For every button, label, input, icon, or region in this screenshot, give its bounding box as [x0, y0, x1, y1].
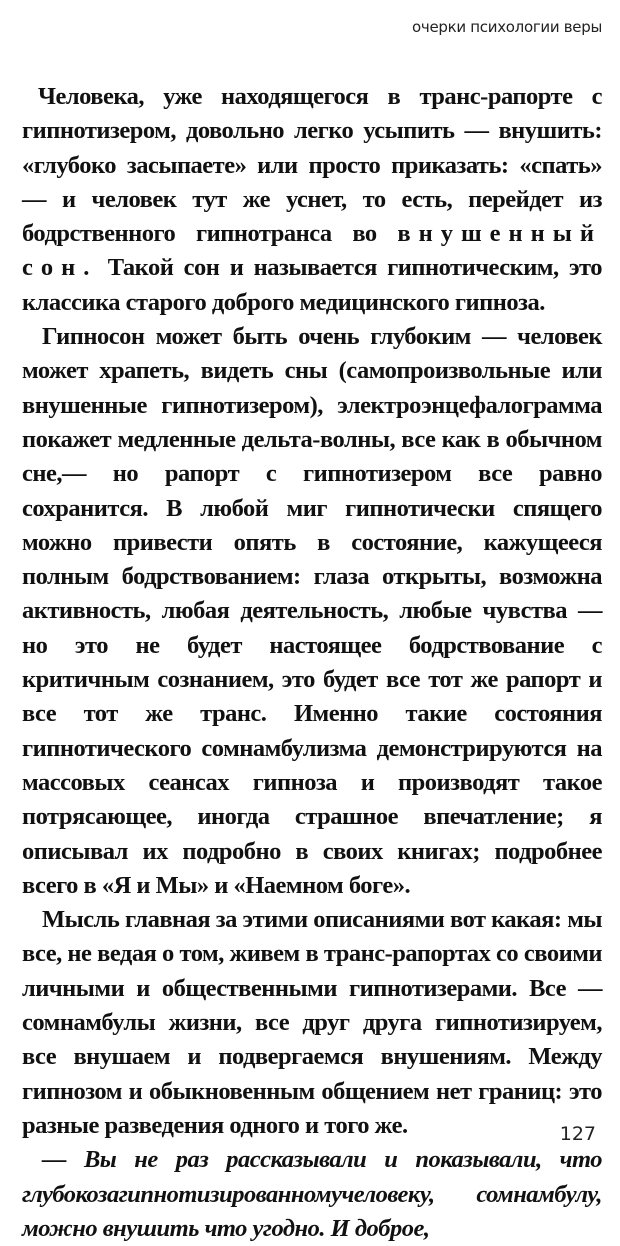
- paragraph-3: Мысль главная за этими описаниями вот какая: мы все, не ведая о том, живем в транс-рапортах со своими личными и общественными гипнотизерами. Все — сомнамбулы жизни, все друг друга гипнотизируем, все внушаем и подвергаемся внушениям. Между гипнозом и обыкновенным общением нет границ: это разные разведения одного и того же.: [22, 906, 603, 1139]
- paragraph-1-part-b: Такой сон и называется гипнотическим, это классика старого доброго медицинского гипноза.: [22, 254, 602, 316]
- spaced-emphasis: внушенный сон.: [22, 220, 602, 282]
- paragraph-1: [22, 80, 602, 320]
- page-body: [22, 80, 602, 1246]
- page-number: 127: [559, 1123, 596, 1145]
- paragraph-2: Гипносон может быть очень глубоким — человек может храпеть, видеть сны (самопроизвольные или внушенные гипнотизером), электроэнцефалограмма покажет медленные дельта-волны, все как в обычном сне,— но рапорт с гипнотизером все равно сохранится. В любой миг гипнотически спящего можно привести опять в состояние, кажущееся полным бодрствованием: глаза открыты, возможна активность, любая деятельность, любые чувства — но это не будет настоящее бодрствование с критичным сознанием, это будет все тот же рапорт и все тот же транс. Именно такие состояния гипнотического сомнамбулизма демонстрируются на массовых сеансах гипноза и производят такое потрясающее, иногда страшное впечатление; я описывал их подробно в своих книгах; подробнее всего в «Я и Мы» и «Наемном боге».: [22, 323, 602, 899]
- running-header: очерки психологии веры: [412, 18, 602, 36]
- paragraph-1-part-a: Человека, уже находящегося в транс-рапорте с гипнотизером, довольно легко усыпить — внушить: «глубоко засыпаете» или просто приказать: «спать» — и человек тут же уснет, то есть, перейдет из бодрственного гипнотранса во: [22, 83, 602, 248]
- interview-question: — Вы не раз рассказывали и показывали, что глубокозагипнотизированномучеловеку, сомнамбулу, можно внушить что угодно. И доброе,: [22, 1146, 602, 1242]
